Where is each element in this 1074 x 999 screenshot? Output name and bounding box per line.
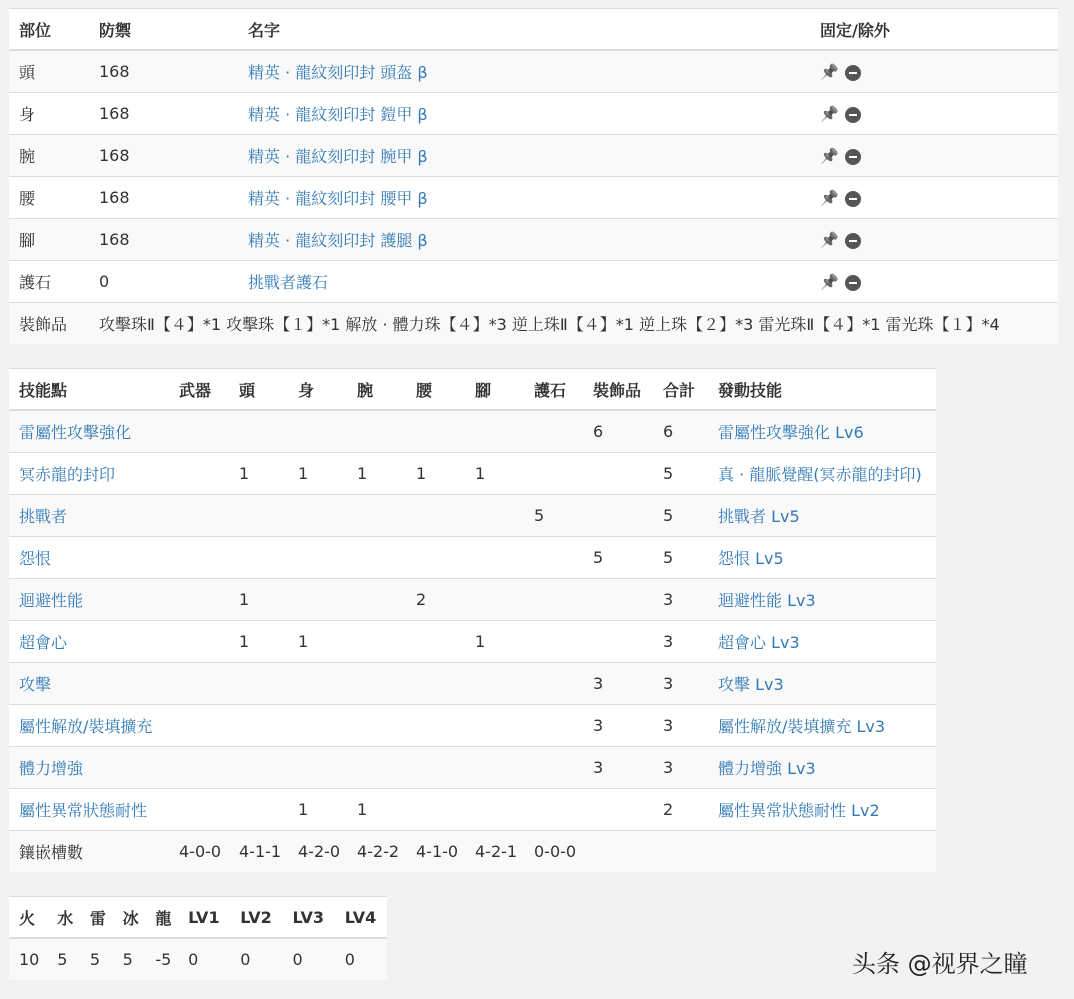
armor-name-link[interactable]: 精英 · 龍紋刻印封 護腿 β	[248, 231, 428, 250]
skill-cell: 5	[583, 537, 653, 579]
pin-icon[interactable]: 📌	[820, 105, 839, 123]
minus-circle-icon[interactable]	[845, 275, 861, 291]
minus-circle-icon[interactable]	[845, 65, 861, 81]
skill-row	[9, 747, 936, 789]
skill-cell: 6	[583, 410, 653, 453]
armor-actions	[810, 50, 1058, 93]
skill-cell: 3	[583, 747, 653, 789]
skill-row	[9, 410, 936, 453]
skill-header-cell: 合計	[653, 369, 708, 411]
resistance-value: 0	[283, 938, 335, 980]
armor-actions	[810, 219, 1058, 261]
armor-defense: 0	[89, 261, 238, 303]
skill-cell	[465, 663, 524, 705]
skill-cell	[406, 495, 465, 537]
resistance-value: -5	[145, 938, 178, 980]
armor-action-icons	[820, 65, 861, 81]
minus-circle-icon[interactable]	[845, 149, 861, 165]
header-part: 部位	[9, 9, 89, 51]
skill-cell: 3	[653, 705, 708, 747]
skill-cell: 1	[288, 453, 347, 495]
skill-cell	[169, 663, 229, 705]
skill-cell: 5	[653, 453, 708, 495]
skill-cell: 1	[347, 453, 406, 495]
armor-row	[9, 50, 1058, 93]
slots-cell: 4-2-0	[288, 831, 347, 873]
skill-name-link[interactable]: 攻擊	[19, 675, 52, 694]
skill-cell: 3	[653, 747, 708, 789]
skill-cell	[708, 537, 936, 579]
skill-row	[9, 705, 936, 747]
skill-cell	[583, 495, 653, 537]
skill-cell	[524, 621, 583, 663]
skill-cell: 3	[583, 663, 653, 705]
skill-cell	[229, 747, 288, 789]
pin-icon[interactable]: 📌	[820, 63, 839, 81]
skill-cell: 1	[229, 453, 288, 495]
active-skill-link[interactable]: 真 · 龍脈覺醒(冥赤龍的封印)	[718, 465, 922, 484]
skill-name-link[interactable]: 冥赤龍的封印	[19, 465, 116, 484]
skill-name-link[interactable]: 體力增強	[19, 759, 84, 778]
header-name: 名字	[238, 9, 810, 51]
slots-cell	[653, 831, 708, 873]
skill-cell	[583, 621, 653, 663]
slots-cell	[583, 831, 653, 873]
skill-header-cell: 武器	[169, 369, 229, 411]
skill-cell	[708, 705, 936, 747]
skill-cell	[406, 747, 465, 789]
skill-row	[9, 453, 936, 495]
armor-row	[9, 135, 1058, 177]
skill-row	[9, 621, 936, 663]
skill-cell	[347, 579, 406, 621]
slots-cell: 鑲嵌槽數	[9, 831, 169, 873]
decorations-label: 裝飾品	[9, 303, 89, 345]
header-fix-exclude: 固定/除外	[810, 9, 1058, 51]
skill-cell	[708, 579, 936, 621]
skill-cell	[524, 537, 583, 579]
armor-name	[238, 135, 810, 177]
skill-cell	[288, 537, 347, 579]
resistance-values-row	[9, 938, 387, 980]
armor-name	[238, 261, 810, 303]
skill-cell: 1	[465, 621, 524, 663]
skill-cell	[229, 789, 288, 831]
skill-cell	[9, 621, 169, 663]
skill-cell	[347, 705, 406, 747]
slots-cell: 4-2-2	[347, 831, 406, 873]
skill-cell	[465, 705, 524, 747]
skill-cell	[9, 410, 169, 453]
armor-row	[9, 219, 1058, 261]
active-skill-link[interactable]: 超會心 Lv3	[718, 633, 800, 652]
slots-row	[9, 831, 936, 873]
pin-icon[interactable]: 📌	[820, 189, 839, 207]
armor-defense: 168	[89, 50, 238, 93]
skill-cell: 1	[347, 789, 406, 831]
skill-cell: 1	[229, 621, 288, 663]
skill-name-link[interactable]: 雷屬性攻擊強化	[19, 423, 132, 442]
armor-table	[9, 8, 1058, 344]
slots-cell	[708, 831, 936, 873]
skill-cell	[169, 621, 229, 663]
skill-cell	[288, 663, 347, 705]
armor-name	[238, 177, 810, 219]
skill-cell: 1	[465, 453, 524, 495]
slots-cell: 4-0-0	[169, 831, 229, 873]
skill-cell	[708, 747, 936, 789]
skill-cell	[229, 495, 288, 537]
armor-part: 護石	[9, 261, 89, 303]
active-skill-link[interactable]: 挑戰者 Lv5	[718, 507, 800, 526]
skill-cell	[708, 621, 936, 663]
resistance-header-cell: 雷	[80, 897, 113, 939]
skill-header-cell: 身	[288, 369, 347, 411]
skill-cell: 6	[653, 410, 708, 453]
skill-cell	[9, 579, 169, 621]
skill-cell	[583, 453, 653, 495]
armor-name-link[interactable]: 挑戰者護石	[248, 273, 329, 292]
armor-actions	[810, 261, 1058, 303]
skill-cell	[708, 495, 936, 537]
skill-cell	[288, 747, 347, 789]
skill-cell	[524, 789, 583, 831]
skill-cell	[465, 579, 524, 621]
resistance-value: 0	[230, 938, 282, 980]
skill-cell: 3	[653, 663, 708, 705]
skill-cell: 3	[653, 621, 708, 663]
skill-header-cell: 發動技能	[708, 369, 936, 411]
resistance-header-cell: LV1	[178, 897, 230, 939]
resistance-value: 0	[178, 938, 230, 980]
resistance-value: 0	[335, 938, 387, 980]
resistance-header-cell: 水	[47, 897, 80, 939]
slots-cell: 4-1-0	[406, 831, 465, 873]
armor-actions	[810, 135, 1058, 177]
active-skill-link[interactable]: 攻擊 Lv3	[718, 675, 784, 694]
skill-cell	[288, 410, 347, 453]
skill-cell	[465, 495, 524, 537]
skill-name-link[interactable]: 怨恨	[19, 549, 52, 568]
skill-cell	[9, 453, 169, 495]
pin-icon[interactable]: 📌	[820, 273, 839, 291]
skill-cell: 5	[524, 495, 583, 537]
skill-header-row	[9, 369, 936, 411]
minus-circle-icon[interactable]	[845, 191, 861, 207]
pin-icon[interactable]: 📌	[820, 147, 839, 165]
skill-cell	[229, 705, 288, 747]
minus-circle-icon[interactable]	[845, 233, 861, 249]
armor-name-link[interactable]: 精英 · 龍紋刻印封 頭盔 β	[248, 63, 428, 82]
skill-cell	[169, 705, 229, 747]
resistance-value: 5	[47, 938, 80, 980]
skill-cell	[465, 747, 524, 789]
skill-cell	[347, 747, 406, 789]
skill-cell	[524, 453, 583, 495]
skill-cell: 1	[406, 453, 465, 495]
skill-cell	[9, 663, 169, 705]
skill-cell: 5	[653, 495, 708, 537]
skill-name-link[interactable]: 迴避性能	[19, 591, 84, 610]
skill-cell	[583, 579, 653, 621]
armor-part: 腰	[9, 177, 89, 219]
skill-cell	[169, 453, 229, 495]
skill-header-cell: 護石	[524, 369, 583, 411]
skill-cell	[583, 789, 653, 831]
armor-action-icons	[820, 191, 861, 207]
minus-circle-icon[interactable]	[845, 107, 861, 123]
skill-cell: 1	[288, 789, 347, 831]
armor-actions	[810, 93, 1058, 135]
armor-action-icons	[820, 149, 861, 165]
skill-header-cell: 裝飾品	[583, 369, 653, 411]
skill-header-cell: 腳	[465, 369, 524, 411]
skill-row	[9, 789, 936, 831]
skill-cell	[169, 410, 229, 453]
watermark: 头条 @视界之瞳	[852, 950, 1028, 978]
armor-defense: 168	[89, 219, 238, 261]
skill-cell	[288, 579, 347, 621]
armor-name-link[interactable]: 精英 · 龍紋刻印封 鎧甲 β	[248, 105, 428, 124]
skill-cell	[708, 789, 936, 831]
skill-header-cell: 技能點	[9, 369, 169, 411]
armor-actions	[810, 177, 1058, 219]
skill-cell	[9, 789, 169, 831]
skill-cell	[406, 621, 465, 663]
resistance-header-cell: 龍	[145, 897, 178, 939]
skill-cell	[406, 705, 465, 747]
active-skill-link[interactable]: 怨恨 Lv5	[718, 549, 784, 568]
skill-cell	[347, 495, 406, 537]
skill-cell	[708, 410, 936, 453]
skill-cell	[9, 537, 169, 579]
skill-cell	[406, 663, 465, 705]
skill-row	[9, 495, 936, 537]
skill-cell	[347, 410, 406, 453]
armor-name-link[interactable]: 精英 · 龍紋刻印封 腕甲 β	[248, 147, 428, 166]
skill-cell	[406, 537, 465, 579]
skill-header-cell: 頭	[229, 369, 288, 411]
skill-name-link[interactable]: 屬性解放/裝填擴充	[19, 717, 153, 736]
skill-header-cell: 腰	[406, 369, 465, 411]
resistance-header-cell: 冰	[113, 897, 146, 939]
skill-cell	[347, 537, 406, 579]
skill-cell	[524, 705, 583, 747]
skill-cell: 3	[653, 579, 708, 621]
skill-row	[9, 537, 936, 579]
skill-cell	[465, 537, 524, 579]
skill-name-link[interactable]: 屬性異常狀態耐性	[19, 801, 148, 820]
skill-cell	[347, 663, 406, 705]
armor-name	[238, 93, 810, 135]
active-skill-link[interactable]: 屬性異常狀態耐性 Lv2	[718, 801, 880, 820]
slots-cell: 4-2-1	[465, 831, 524, 873]
active-skill-link[interactable]: 體力增強 Lv3	[718, 759, 816, 778]
skill-cell	[9, 495, 169, 537]
slots-cell: 4-1-1	[229, 831, 288, 873]
active-skill-link[interactable]: 雷屬性攻擊強化 Lv6	[718, 423, 864, 442]
armor-name	[238, 219, 810, 261]
resistance-header-row	[9, 897, 387, 939]
armor-part: 腕	[9, 135, 89, 177]
skill-cell	[524, 579, 583, 621]
resistance-value: 5	[80, 938, 113, 980]
decorations-row	[9, 303, 1058, 345]
armor-defense: 168	[89, 177, 238, 219]
skill-table	[9, 368, 936, 872]
active-skill-link[interactable]: 屬性解放/裝填擴充 Lv3	[718, 717, 886, 736]
decorations-value: 攻擊珠Ⅱ【４】*1 攻擊珠【１】*1 解放 · 體力珠【４】*3 逆上珠Ⅱ【４】*1 逆上珠【２】*3 雷光珠Ⅱ【４】*1 雷光珠【１】*4	[89, 303, 1058, 345]
skill-cell	[169, 537, 229, 579]
skill-cell: 1	[288, 621, 347, 663]
skill-cell	[169, 789, 229, 831]
armor-action-icons	[820, 107, 861, 123]
skill-header-cell: 腕	[347, 369, 406, 411]
armor-defense: 168	[89, 135, 238, 177]
skill-cell	[229, 537, 288, 579]
skill-cell	[9, 747, 169, 789]
skill-cell: 2	[653, 789, 708, 831]
skill-cell	[708, 663, 936, 705]
armor-header-row	[9, 9, 1058, 51]
skill-row	[9, 579, 936, 621]
active-skill-link[interactable]: 迴避性能 Lv3	[718, 591, 816, 610]
armor-row	[9, 261, 1058, 303]
armor-row	[9, 177, 1058, 219]
skill-cell	[229, 410, 288, 453]
pin-icon[interactable]: 📌	[820, 231, 839, 249]
skill-cell	[524, 663, 583, 705]
resistance-header-cell: LV4	[335, 897, 387, 939]
skill-cell	[708, 453, 936, 495]
skill-row	[9, 663, 936, 705]
resistance-value: 10	[9, 938, 47, 980]
resistance-value: 5	[113, 938, 146, 980]
armor-row	[9, 93, 1058, 135]
skill-cell	[524, 747, 583, 789]
skill-cell	[406, 789, 465, 831]
resistance-header-cell: LV2	[230, 897, 282, 939]
armor-part: 腳	[9, 219, 89, 261]
skill-cell	[169, 495, 229, 537]
armor-name	[238, 50, 810, 93]
armor-action-icons	[820, 233, 861, 249]
skill-cell	[347, 621, 406, 663]
resistance-header-cell: 火	[9, 897, 47, 939]
skill-cell	[169, 747, 229, 789]
skill-cell	[288, 495, 347, 537]
skill-cell	[229, 663, 288, 705]
skill-cell	[169, 579, 229, 621]
armor-action-icons	[820, 275, 861, 291]
skill-name-link[interactable]: 超會心	[19, 633, 68, 652]
armor-part: 身	[9, 93, 89, 135]
armor-defense: 168	[89, 93, 238, 135]
armor-name-link[interactable]: 精英 · 龍紋刻印封 腰甲 β	[248, 189, 428, 208]
slots-cell: 0-0-0	[524, 831, 583, 873]
skill-cell	[465, 789, 524, 831]
skill-cell	[524, 410, 583, 453]
skill-cell	[288, 705, 347, 747]
skill-cell: 5	[653, 537, 708, 579]
skill-cell	[465, 410, 524, 453]
skill-cell: 3	[583, 705, 653, 747]
armor-part: 頭	[9, 50, 89, 93]
skill-cell	[406, 410, 465, 453]
skill-cell: 2	[406, 579, 465, 621]
skill-cell: 1	[229, 579, 288, 621]
resistance-table	[9, 896, 387, 980]
resistance-header-cell: LV3	[283, 897, 335, 939]
skill-cell	[9, 705, 169, 747]
skill-name-link[interactable]: 挑戰者	[19, 507, 68, 526]
header-defense: 防禦	[89, 9, 238, 51]
